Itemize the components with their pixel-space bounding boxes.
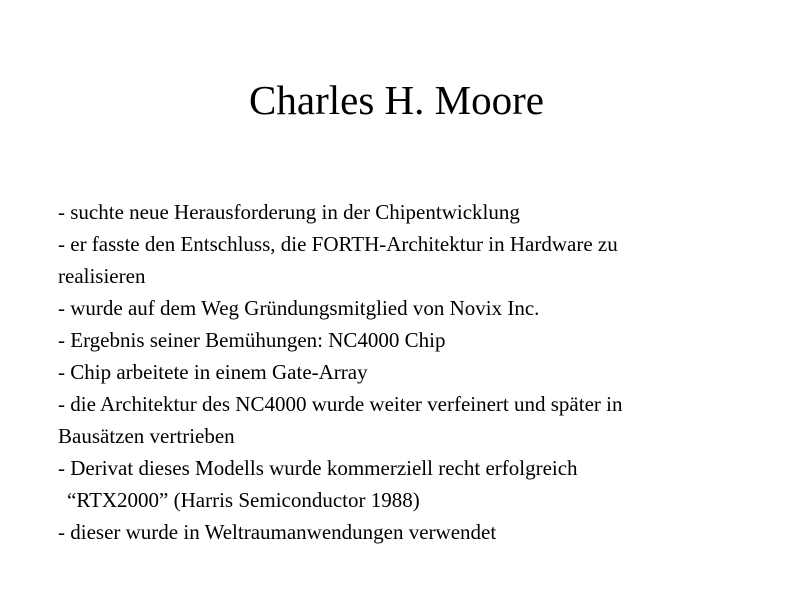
bullet-line: - er fasste den Entschluss, die FORTH-Architektur in Hardware zu [58, 232, 618, 256]
bullet-line: - die Architektur des NC4000 wurde weiter verfeinert und später in [58, 392, 623, 416]
slide-title: Charles H. Moore [249, 77, 544, 123]
bullet-line: - suchte neue Herausforderung in der Chipentwicklung [58, 200, 520, 224]
bullet-line: - Chip arbeitete in einem Gate-Array [58, 360, 368, 384]
bullet-line: - Ergebnis seiner Bemühungen: NC4000 Chip [58, 328, 446, 352]
bullet-line-continuation: realisieren [58, 264, 146, 288]
bullet-line-continuation: “RTX2000” (Harris Semiconductor 1988) [67, 488, 420, 512]
bullet-line: - wurde auf dem Weg Gründungsmitglied von Novix Inc. [58, 296, 540, 320]
bullet-line: - Derivat dieses Modells wurde kommerziell recht erfolgreich [58, 456, 578, 480]
bullet-list [58, 196, 758, 548]
bullet-line: - dieser wurde in Weltraumanwendungen verwendet [58, 520, 497, 544]
bullet-line-continuation: Bausätzen vertrieben [58, 424, 235, 448]
